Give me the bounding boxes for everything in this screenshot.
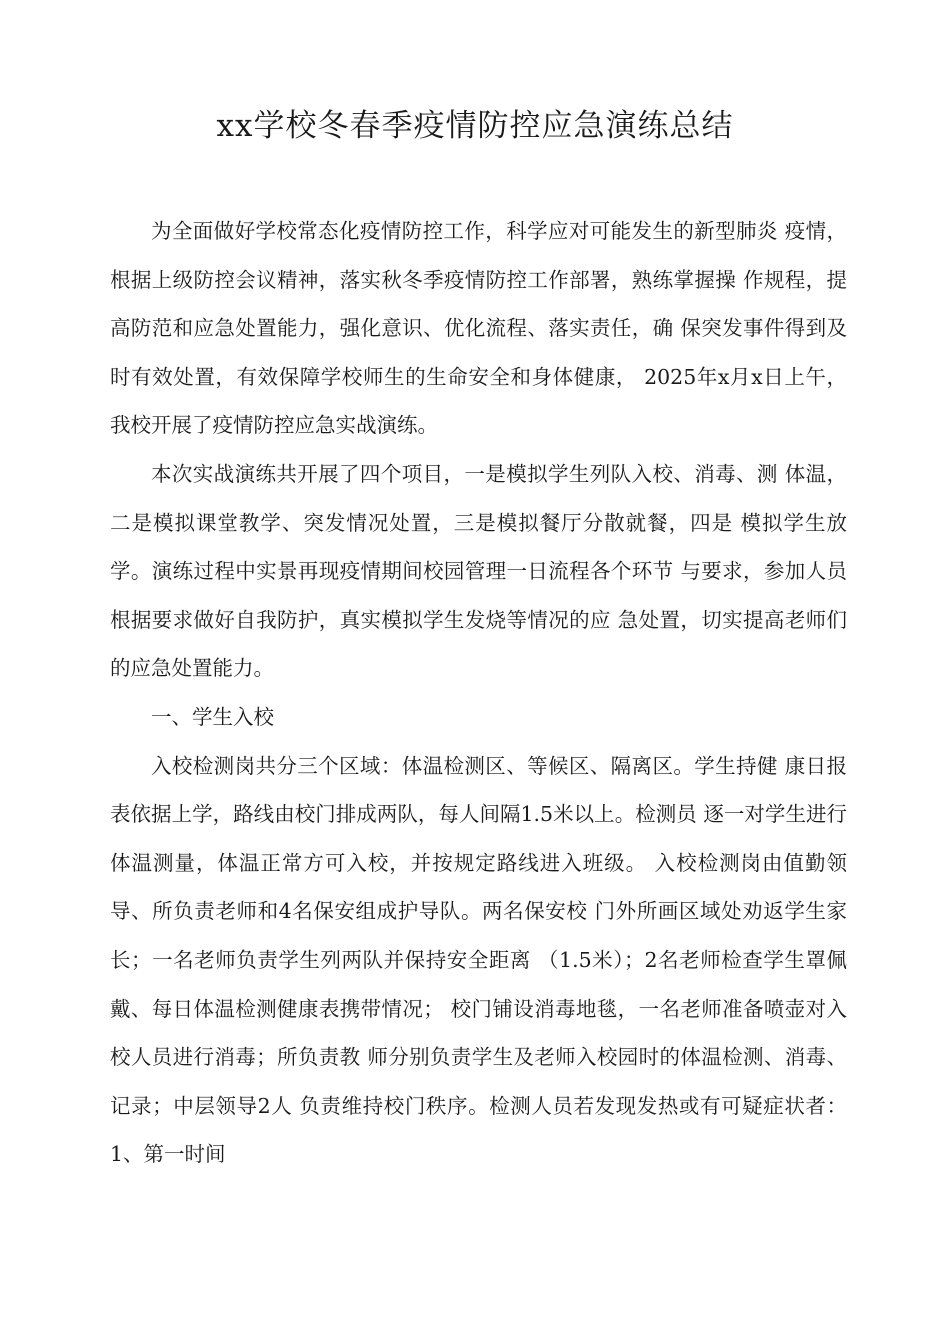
document-title: xx学校冬春季疫情防控应急演练总结 (216, 108, 734, 144)
section-heading-student-entry: 一、学生入校 (151, 704, 274, 729)
document-body (110, 207, 847, 1179)
paragraph-intro: 为全面做好学校常态化疫情防控工作，科学应对可能发生的新型肺炎 疫情，根据上级防控会议精神，落实秋冬季疫情防控工作部署，熟练掌握操 作规程，提高防范和应急处置能力，强化意识、优化流程、落实责任，确 保突发事件得到及时有效处置，有效保障学校师生的生命安全和身体健康， 2025年x月x日上午，我校开展了疫情防控应急实战演练。 (110, 219, 847, 438)
paragraph-drill-items: 本次实战演练共开展了四个项目，一是模拟学生列队入校、消毒、测 体温，二是模拟课堂教学、突发情况处置，三是模拟餐厅分散就餐，四是 模拟学生放学。演练过程中实景再现疫情期间校园管理一日流程各个环节 与要求，参加人员根据要求做好自我防护，真实模拟学生发烧等情况的应 急处置，切实提高老师们的应急处置能力。 (110, 461, 847, 681)
paragraph-entry-check: 入校检测岗共分三个区域：体温检测区、等候区、隔离区。学生持健 康日报表依据上学，路线由校门排成两队，每人间隔1.5米以上。检测员 逐一对学生进行体温测量，体温正常方可入校，并按规定路线进入班级。 入校检测岗由值勤领导、所负责老师和4名保安组成护导队。两名保安校 门外所画区域处劝返学生家长；一名老师负责学生列两队并保持安全距离 （1.5米）；2名老师检查学生罩佩戴、每日体温检测健康表携带情况； 校门铺设消毒地毯，一名老师准备喷壶对入校人员进行消毒；所负责教 师分别负责学生及老师入校园时的体温检测、消毒、记录；中层领导2人 负责维持校门秩序。检测人员若发现发热或有可疑症状者：1、第一时间 (110, 753, 847, 1167)
